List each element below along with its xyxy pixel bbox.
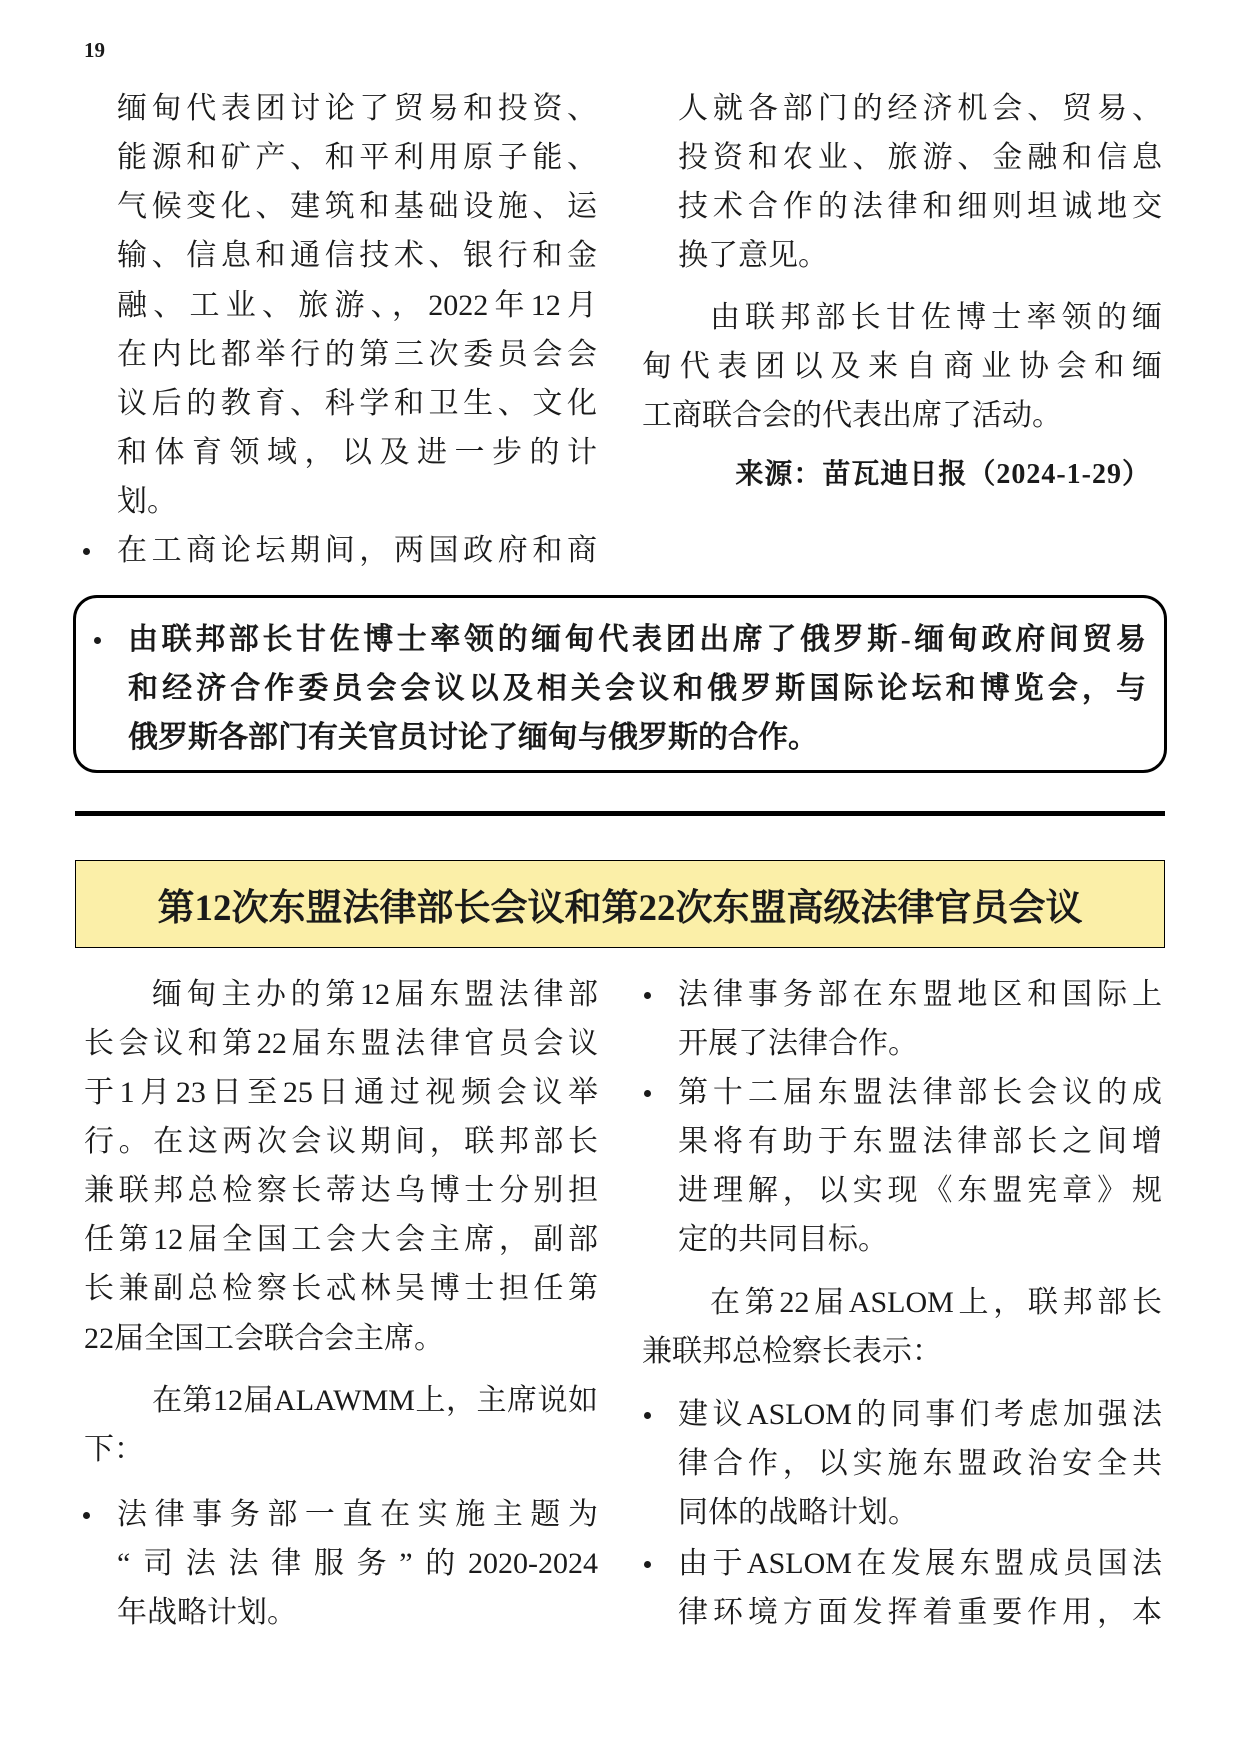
text-line: 缅甸代表团讨论了贸易和投资、: [117, 92, 597, 125]
text-line: 长会议和第22届东盟法律官员会议: [84, 1026, 598, 1060]
text-line: 开展了法律合作。: [678, 1026, 918, 1060]
text-line: 由于ASLOM在发展东盟成员国法: [678, 1547, 1162, 1581]
bullet-icon: [83, 548, 90, 555]
section-left-paragraph-1: [84, 970, 598, 1363]
text-line: 投资和农业、旅游、金融和信息: [678, 141, 1162, 175]
text-line: 22届全国工会联合会主席。: [84, 1321, 444, 1355]
text-line: 进理解，以实现《东盟宪章》规: [678, 1174, 1162, 1208]
text-line: 律合作，以实施东盟政治安全共: [678, 1446, 1162, 1480]
text-line: 律环境方面发挥着重要作用，本: [678, 1596, 1162, 1630]
text-line: 行。在这两次会议期间，联邦部长: [84, 1125, 598, 1159]
text-line: 在第12届ALAWMM上，主席说如: [152, 1384, 598, 1418]
section-left-bullet-item: [117, 1490, 598, 1637]
bullet-icon: [644, 1412, 651, 1419]
text-line: 俄罗斯各部门有关官员讨论了缅甸与俄罗斯的合作。: [128, 721, 818, 755]
highlight-box: [73, 595, 1167, 773]
section-right-paragraph: [642, 1278, 1162, 1376]
bullet-icon: [644, 1090, 651, 1097]
text-line: 任第12届全国工会大会主席，副部: [84, 1223, 598, 1257]
section-title: 第12次东盟法律部长会议和第22次东盟高级法律官员会议: [157, 888, 1083, 929]
bullet-icon: [644, 1561, 651, 1568]
text-line: 定的共同目标。: [678, 1223, 888, 1257]
text-line: 输、信息和通信技术、银行和金: [117, 239, 597, 273]
text-line: 工商联合会的代表出席了活动。: [642, 398, 1062, 432]
source-text: 来源：苗瓦迪日报（2024-1-29）: [735, 459, 1151, 490]
section-right-bullet-item-1: [678, 970, 1162, 1068]
text-line: 融、工业、旅游、，2022年12月: [117, 288, 597, 322]
text-line: 建议ASLOM的同事们考虑加强法: [678, 1397, 1162, 1431]
section-right-bullet-item-3: [678, 1390, 1162, 1537]
top-right-bullet-continuation: [678, 84, 1162, 281]
text-line: 果将有助于东盟法律部长之间增: [678, 1125, 1162, 1159]
text-line: 在内比都举行的第三次委员会会: [117, 337, 597, 371]
section-divider: [75, 811, 1165, 816]
top-left-paragraph: [117, 84, 597, 526]
text-line: 在第22届ASLOM上，联邦部长: [710, 1285, 1162, 1319]
section-right-bullet-item-2: [678, 1068, 1162, 1265]
text-line: 同体的战略计划。: [678, 1495, 918, 1529]
text-line: 能源和矿产、和平利用原子能、: [117, 141, 597, 175]
source-citation: [642, 450, 1151, 499]
text-line: 议后的教育、科学和卫生、文化: [117, 386, 597, 420]
text-line: 长兼副总检察长忒林吴博士担任第: [84, 1272, 598, 1306]
highlight-bullet-item: [128, 615, 1146, 762]
text-line: 兼联邦总检察长蒂达乌博士分别担: [84, 1174, 598, 1208]
text-line: 由联邦部长甘佐博士率领的缅: [710, 300, 1162, 334]
text-line: 法律事务部在东盟地区和国际上: [678, 977, 1162, 1011]
page-number: 19: [84, 38, 105, 62]
text-line: 技术合作的法律和细则坦诚地交: [678, 190, 1162, 224]
text-line: 划。: [117, 485, 177, 519]
text-line: 甸代表团以及来自商业协会和缅: [642, 349, 1162, 383]
text-line: 人就各部门的经济机会、贸易、: [678, 92, 1162, 125]
section-right-bullet-item-4: [678, 1539, 1162, 1637]
text-line: 在工商论坛期间，两国政府和商: [117, 534, 597, 568]
text-line: 气候变化、建筑和基础设施、运: [117, 190, 597, 224]
bullet-icon: [644, 992, 651, 999]
text-line: 和经济合作委员会会议以及相关会议和俄罗斯国际论坛和博览会，与: [128, 672, 1146, 706]
text-line: 由联邦部长甘佐博士率领的缅甸代表团出席了俄罗斯-缅甸政府间贸易: [128, 623, 1146, 656]
text-line: 法律事务部一直在实施主题为: [117, 1498, 598, 1532]
text-line: 和体育领域，以及进一步的计: [117, 435, 597, 469]
bullet-icon: [94, 637, 101, 644]
section-left-paragraph-2: [84, 1376, 598, 1474]
text-line: 第十二届东盟法律部长会议的成: [678, 1075, 1162, 1109]
bullet-icon: [83, 1512, 90, 1519]
section-heading: [75, 860, 1165, 948]
text-line: 年战略计划。: [117, 1596, 297, 1630]
top-left-bullet-item: [117, 526, 597, 575]
text-line: 换了意见。: [678, 239, 828, 273]
top-right-paragraph: [642, 293, 1162, 440]
text-line: 兼联邦总检察长表示：: [642, 1335, 942, 1369]
text-line: 缅甸主办的第12届东盟法律部: [152, 977, 598, 1011]
text-line: 于1月23日至25日通过视频会议举: [84, 1075, 598, 1109]
text-line: “司法法律服务”的2020-2024: [117, 1547, 598, 1581]
text-line: 下：: [84, 1433, 144, 1467]
